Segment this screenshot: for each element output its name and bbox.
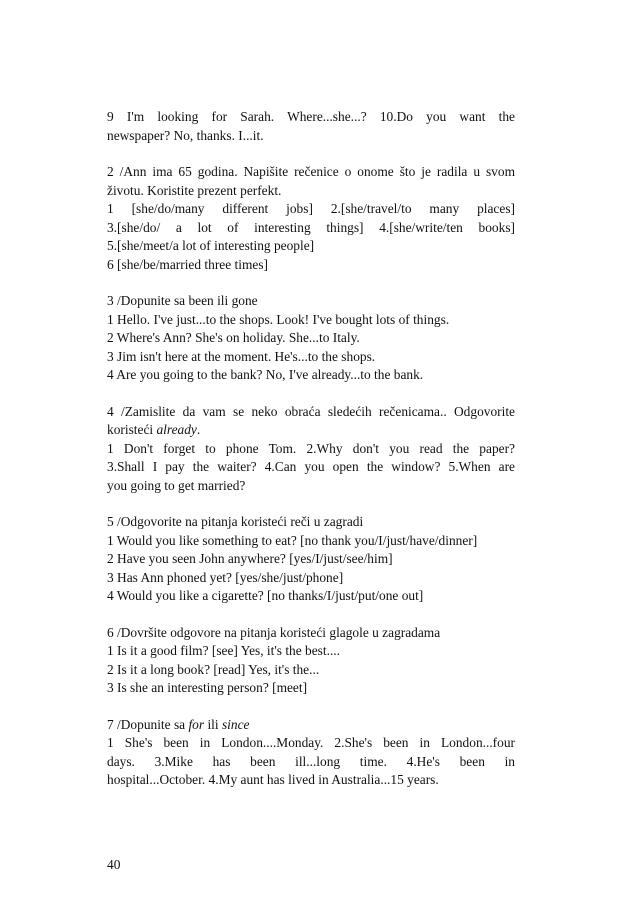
heading-text: . [196,422,201,437]
exercise-7 [107,716,515,790]
page-content [107,108,515,790]
exercise-item: 2 Where's Ann? She's on holiday. She...to Italy. [107,330,360,345]
page-number: 40 [107,857,121,872]
exercise-2 [107,163,515,274]
exercise-item: 1 Hello. I've just...to the shops. Look! I've bought lots of things. [107,311,450,327]
heading-text: ili [204,716,222,732]
exercise-line: you going to get married? [107,477,246,493]
exercise-heading [107,716,515,735]
heading-text: 7 /Dopunite sa [107,716,189,732]
exercise-heading: 4 /Zamislite da vam se neko obraća sledećih rečenicama.. Odgovorite [107,403,515,419]
exercise-heading: 2 /Ann ima 65 godina. Napišite rečenice o onome što je radila u svom [107,164,515,179]
heading-text: koristeći [107,422,157,437]
exercise-line: 5.[she/meet/a lot of interesting people] [107,238,315,253]
exercise-heading: životu. Koristite prezent perfekt. [107,182,282,198]
emphasis-word: since [221,716,250,732]
exercise-line: hospital...October. 4.My aunt has lived in Australia...15 years. [107,772,439,787]
exercise-item: 3 Jim isn't here at the moment. He's...to the shops. [107,348,376,364]
emphasis-word: already [156,422,197,437]
exercise-item: 1 Is it a good film? [see] Yes, it's the best.... [107,643,341,658]
exercise-item: 3 Is she an interesting person? [meet] [107,680,308,695]
exercise-line: 9 I'm looking for Sarah. Where...she...? 10.Do you want the [107,109,515,124]
exercise-line: 1 Don't forget to phone Tom. 2.Why don't you read the paper? [107,440,515,456]
exercise-3 [107,292,515,385]
exercise-item: 4 Would you like a cigarette? [no thanks/I/just/put/one out] [107,588,424,603]
exercise-heading: 3 /Dopunite sa been ili gone [107,293,258,308]
exercise-line: 6 [she/be/married three times] [107,256,268,272]
exercise-item: 2 Have you seen John anywhere? [yes/I/just/see/him] [107,551,393,566]
exercise-6 [107,624,515,698]
exercise-line: newspaper? No, thanks. I...it. [107,127,264,143]
exercise-line: 3.Shall I pay the waiter? 4.Can you open the window? 5.When are [107,459,515,474]
exercise-line: days. 3.Mike has been ill...long time. 4.He's been in [107,753,515,769]
exercise-item: 1 Would you like something to eat? [no thank you/I/just/have/dinner] [107,532,478,548]
exercise-line: 1 She's been in London....Monday. 2.She's been in London...four [107,735,515,750]
exercise-line: 1 [she/do/many different jobs] 2.[she/travel/to many places] [107,201,515,216]
exercise-heading [107,421,515,440]
exercise-item: 2 Is it a long book? [read] Yes, it's the... [107,661,320,677]
emphasis-word: for [188,716,205,732]
exercise-item: 4 Are you going to the bank? No, I've already...to the bank. [107,367,424,382]
exercise-heading: 6 /Dovršite odgovore na pitanja koristeći glagole u zagradama [107,624,441,640]
exercise-item: 3 Has Ann phoned yet? [yes/she/just/phone] [107,569,344,585]
exercise-heading: 5 /Odgovorite na pitanja koristeći reči u zagradi [107,514,364,529]
exercise-5 [107,513,515,606]
exercise-line: 3.[she/do/ a lot of interesting things] 4.[she/write/ten books] [107,219,515,235]
exercise-4 [107,403,515,496]
exercise-9-10 [107,108,515,145]
